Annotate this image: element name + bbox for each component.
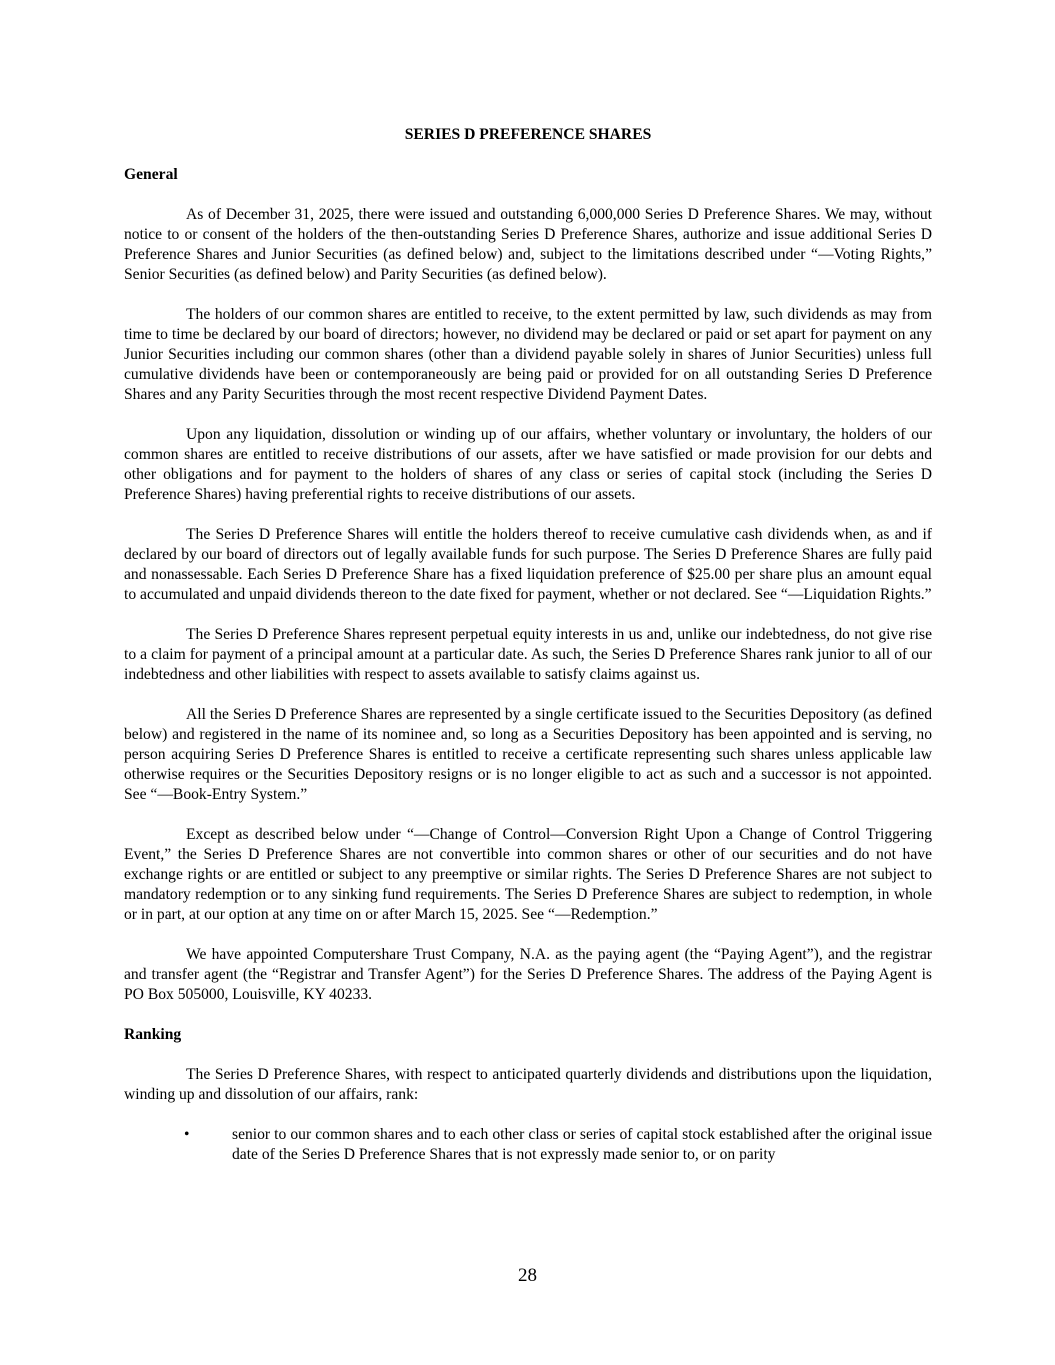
paragraph: The holders of our common shares are entitled to receive, to the extent permitted by law, such dividends as may from time to time be declared by our board of directors; however, no dividend may be declared or paid or set apart for payment on any Junior Securities including our common shares (other than a dividend payable solely in shares of Junior Securities) unless full cumulative dividends have been or contemporaneously are being paid or provided for on all outstanding Series D Preference Shares and any Parity Securities through the most recent respective Dividend Payment Dates. [124, 306, 932, 403]
document-title: SERIES D PREFERENCE SHARES [404, 126, 652, 143]
page-number: 28 [518, 1265, 537, 1286]
paragraph: As of December 31, 2025, there were issued and outstanding 6,000,000 Series D Preference Shares. We may, without notice to or consent of the holders of the then-outstanding Series D Preference Shares, authorize and issue additional Series D Preference Shares and Junior Securities (as defined below) and, subject to the limitations described under “—Voting Rights,” Senior Securities (as defined below) and Parity Securities (as defined below). [124, 206, 932, 283]
bullet-icon: • [184, 1126, 190, 1143]
paragraph: All the Series D Preference Shares are represented by a single certificate issued to the Securities Depository (as defined below) and registered in the name of its nominee and, so long as a Securities Depository has been appointed and is serving, no person acquiring Series D Preference Shares is entitled to receive a certificate representing such shares unless applicable law otherwise requires or the Securities Depository resigns or is no longer eligible to act as such and a successor is not appointed. See “—Book-Entry System.” [124, 706, 932, 803]
paragraph: Upon any liquidation, dissolution or winding up of our affairs, whether voluntary or involuntary, the holders of our common shares are entitled to receive distributions of our assets, after we have satisfied or made provision for our debts and other obligations and for payment to the holders of shares of any class or series of capital stock (including the Series D Preference Shares) having preferential rights to receive distributions of our assets. [124, 426, 932, 503]
bullet-item [124, 1125, 932, 1165]
paragraph: We have appointed Computershare Trust Company, N.A. as the paying agent (the “Paying Agent”), and the registrar and transfer agent (the “Registrar and Transfer Agent”) for the Series D Preference Shares. The address of the Paying Agent is PO Box 505000, Louisville, KY 40233. [124, 946, 932, 1003]
paragraph: Except as described below under “—Change of Control—Conversion Right Upon a Change of Control Triggering Event,” the Series D Preference Shares are not convertible into common shares or other of our securities and do not have exchange rights or are entitled or subject to any preemptive or similar rights. The Series D Preference Shares are not subject to mandatory redemption or to any sinking fund requirements. The Series D Preference Shares are subject to redemption, in whole or in part, at our option at any time on or after March 15, 2025. See “—Redemption.” [124, 826, 932, 923]
paragraph: The Series D Preference Shares will entitle the holders thereof to receive cumulative cash dividends when, as and if declared by our board of directors out of legally available funds for such purpose. The Series D Preference Shares are fully paid and nonassessable. Each Series D Preference Share has a fixed liquidation preference of $25.00 per share plus an amount equal to accumulated and unpaid dividends thereon to the date fixed for payment, whether or not declared. See “—Liquidation Rights.” [124, 526, 932, 603]
document-page [124, 125, 932, 1165]
section-heading-general: General [124, 166, 178, 183]
bullet-text: senior to our common shares and to each other class or series of capital stock established after the original issue date of the Series D Preference Shares that is not expressly made senior to, or on parity [232, 1126, 932, 1163]
paragraph: The Series D Preference Shares represent perpetual equity interests in us and, unlike our indebtedness, do not give rise to a claim for payment of a principal amount at a particular date. As such, the Series D Preference Shares rank junior to all of our indebtedness and other liabilities with respect to assets available to satisfy claims against us. [124, 626, 932, 683]
paragraph: The Series D Preference Shares, with respect to anticipated quarterly dividends and distributions upon the liquidation, winding up and dissolution of our affairs, rank: [124, 1066, 932, 1103]
section-heading-ranking: Ranking [124, 1026, 182, 1043]
